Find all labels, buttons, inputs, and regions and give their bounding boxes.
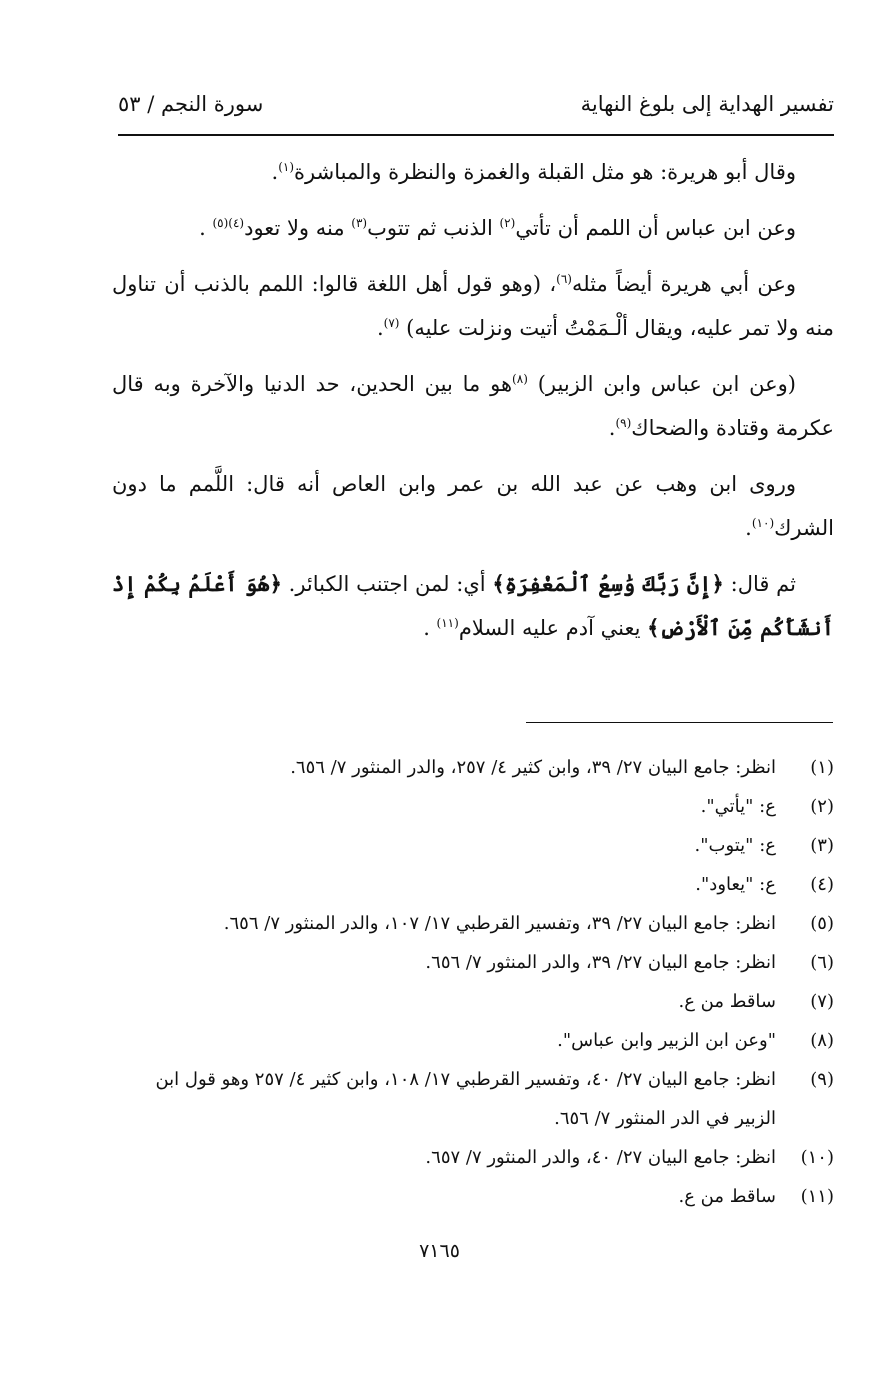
footnote-item xyxy=(118,1177,834,1216)
text-run: ثم قال: xyxy=(723,572,796,596)
footnote-text: انظر: جامع البيان ٢٧/ ٣٩، وتفسير القرطبي ١٧/ ١٠٧، والدر المنثور ٧/ ٦٥٦. xyxy=(223,913,776,934)
text-run: يعني آدم عليه السلام xyxy=(458,616,648,640)
footnote-marker: (١) xyxy=(278,160,295,174)
text-run: . xyxy=(745,516,752,540)
body-paragraph xyxy=(112,206,834,250)
footnote-number: (٨) xyxy=(810,1030,834,1051)
surah-title: سورة النجم / ٥٣ xyxy=(118,92,264,116)
body-paragraph xyxy=(112,150,834,194)
text-run: ، (وهو قول أهل اللغة قالوا: اللمم بالذنب أن تناول منه ولا تمر عليه، ويقال ألْـمَمْتُ أتيت ونزلت عليه) xyxy=(112,272,834,340)
footnote-text: انظر: جامع البيان ٢٧/ ٣٩، والدر المنثور ٧/ ٦٥٦. xyxy=(425,952,776,973)
text-run: (وعن ابن عباس وابن الزبير) xyxy=(527,372,796,396)
text-run: أي: لمن اجتنب الكبائر. xyxy=(281,572,493,596)
footnote-number: (٤) xyxy=(810,874,834,895)
book-title: تفسير الهداية إلى بلوغ النهاية xyxy=(580,92,834,116)
footnote-text: ساقط من ع. xyxy=(678,1186,776,1207)
text-run: . xyxy=(423,616,437,640)
footnote-marker: (٤)(٥) xyxy=(212,216,245,230)
footnote-text: انظر: جامع البيان ٢٧/ ٤٠، وتفسير القرطبي ١٧/ ١٠٨، وابن كثير ٤/ ٢٥٧ وهو قول ابن الزبير في الدر المنثور ٧/ ٦٥٦. xyxy=(155,1069,776,1129)
footnote-number: (٣) xyxy=(810,835,834,856)
footnote-number: (١) xyxy=(810,757,834,778)
running-header xyxy=(118,92,834,132)
footnote-marker: (١١) xyxy=(436,616,459,630)
body-paragraph xyxy=(112,462,834,550)
footnote-marker: (٨) xyxy=(512,372,528,386)
footnote-item xyxy=(118,1060,834,1138)
footnote-text: ع: "يعاود". xyxy=(695,874,776,895)
quran-quote: ﴿هُوَ أَعْلَمُ بِكُمْ إِذْ أَنشَأَكُم مِّنَ ٱلْأَرْضِ﴾ xyxy=(112,571,834,640)
footnote-item xyxy=(118,865,834,904)
footnote-marker: (٧) xyxy=(383,316,400,330)
footnote-item xyxy=(118,943,834,982)
text-run: الذنب ثم تتوب xyxy=(367,216,500,240)
footnote-item xyxy=(118,748,834,787)
footnote-text: ع: "يأتي". xyxy=(700,796,776,817)
footnote-text: ع: "يتوب". xyxy=(694,835,776,856)
text-run: وعن أبي هريرة أيضاً مثله xyxy=(571,272,796,296)
footnote-text: ساقط من ع. xyxy=(678,991,776,1012)
text-run: منه ولا تعود xyxy=(244,216,352,240)
footnote-text: انظر: جامع البيان ٢٧/ ٣٩، وابن كثير ٤/ ٢٥٧، والدر المنثور ٧/ ٦٥٦. xyxy=(290,757,776,778)
footnote-item xyxy=(118,904,834,943)
footnote-item xyxy=(118,1021,834,1060)
footnote-marker: (٦) xyxy=(556,272,572,286)
footnote-number: (٧) xyxy=(810,991,834,1012)
footnote-number: (٩) xyxy=(810,1069,834,1090)
footnote-number: (٢) xyxy=(810,796,834,817)
footnote-item xyxy=(118,826,834,865)
footnote-marker: (٩) xyxy=(615,416,632,430)
text-run: وقال أبو هريرة: هو مثل القبلة والغمزة والنظرة والمباشرة xyxy=(294,160,796,184)
text-run: . xyxy=(199,216,213,240)
footnote-number: (٥) xyxy=(810,913,834,934)
footnote-number: (١١) xyxy=(800,1186,834,1207)
header-rule xyxy=(118,134,834,136)
footnote-number: (١٠) xyxy=(800,1147,834,1168)
text-run: وروى ابن وهب عن عبد الله بن عمر وابن العاص أنه قال: اللَّمم ما دون الشرك xyxy=(112,472,834,540)
quran-quote: ﴿إِنَّ رَبَّكَ وَٰسِعُ ٱلْمَغْفِرَةِ﴾ xyxy=(492,571,724,596)
footnote-text: "وعن ابن الزبير وابن عباس". xyxy=(557,1030,776,1051)
text-run: . xyxy=(608,416,616,440)
text-run: وعن ابن عباس أن اللمم أن تأتي xyxy=(515,216,796,240)
footnote-item xyxy=(118,1138,834,1177)
footnote-number: (٦) xyxy=(810,952,834,973)
footnote-marker: (٢) xyxy=(499,216,516,230)
main-text xyxy=(112,150,834,662)
page-number: ٧١٦٥ xyxy=(419,1240,460,1262)
footnote-separator xyxy=(526,722,833,723)
footnote-text: انظر: جامع البيان ٢٧/ ٤٠، والدر المنثور ٧/ ٦٥٧. xyxy=(425,1147,776,1168)
footnote-marker: (١٠) xyxy=(751,516,775,530)
footnote-marker: (٣) xyxy=(351,216,368,230)
footnote-item xyxy=(118,787,834,826)
text-run: . xyxy=(376,316,384,340)
text-run: هو ما بين الحدين، حد الدنيا والآخرة وبه قال عكرمة وقتادة والضحاك xyxy=(112,372,834,440)
text-run: . xyxy=(271,160,279,184)
body-paragraph xyxy=(112,262,834,350)
body-paragraph xyxy=(112,562,834,650)
body-paragraph xyxy=(112,362,834,450)
footnotes-list xyxy=(118,748,834,1216)
footnote-item xyxy=(118,982,834,1021)
